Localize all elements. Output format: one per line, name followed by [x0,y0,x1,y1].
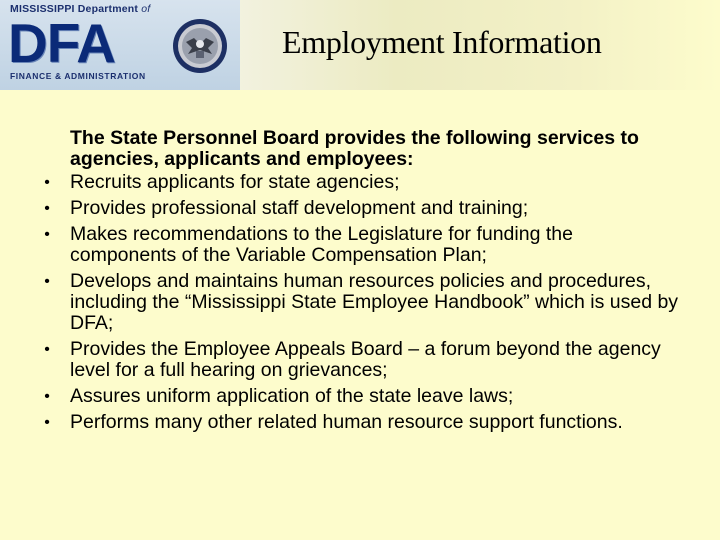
list-item: • Performs many other related human resource support functions. [40,412,680,433]
bullet-icon: • [44,388,50,405]
logo-dfa-text: DFA [8,12,115,74]
content-area [40,128,680,438]
header-banner [0,0,720,90]
logo-division-text: FINANCE & ADMINISTRATION [10,71,146,81]
bullet-icon: • [44,341,50,358]
bullet-icon: • [44,414,50,431]
services-list [40,172,680,433]
list-item: • Provides the Employee Appeals Board – a forum beyond the agency level for a full hearing on grievances; [40,339,680,381]
list-item: • Develops and maintains human resources policies and procedures, including the “Mississippi State Employee Handbook” which is used by DFA; [40,271,680,334]
bullet-icon: • [44,273,50,290]
bullet-icon: • [44,226,50,243]
bullet-icon: • [44,200,50,217]
page-title: Employment Information [282,24,602,60]
list-item: • Recruits applicants for state agencies; [40,172,680,193]
list-item: • Makes recommendations to the Legislature for funding the components of the Variable Compensation Plan; [40,224,680,266]
intro-text: The State Personnel Board provides the following services to agencies, applicants and employees: [70,127,639,170]
bullet-icon: • [44,174,50,191]
list-item: • Assures uniform application of the state leave laws; [40,386,680,407]
state-seal-icon [172,18,228,74]
dfa-logo [0,0,240,90]
list-item: • Provides professional staff development and training; [40,198,680,219]
logo-agency-text: MISSISSIPPI Department of [10,3,151,15]
